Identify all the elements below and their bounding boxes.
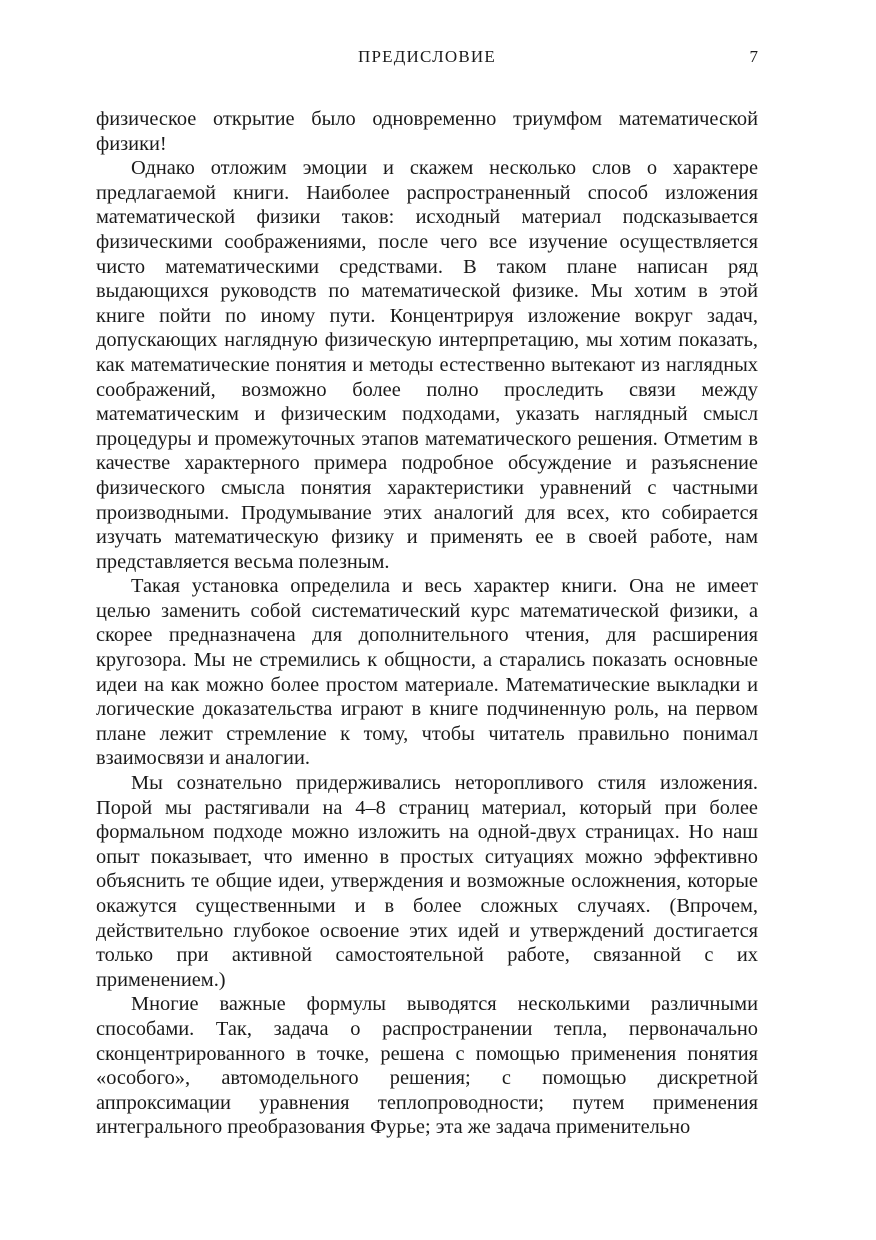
body-text bbox=[96, 107, 758, 1140]
page-header bbox=[96, 44, 758, 72]
paragraph: Такая установка определила и весь характер книги. Она не имеет целью заменить собой систематический курс математической физики, а скорее предназначена для дополнительного чтения, для расширения кругозора. Мы не стремились к общности, а старались показать основные идеи на как можно более простом материале. Математические выкладки и логические доказательства играют в книге подчиненную роль, на первом плане лежит стремление к тому, чтобы читатель правильно понимал взаимосвязи и аналогии. bbox=[96, 575, 758, 770]
paragraph: Многие важные формулы выводятся несколькими различными способами. Так, задача о распространении тепла, первоначально сконцентрированного в точке, решена с помощью применения понятия «особого», автомодельного решения; с помощью дискретной аппроксимации уравнения теплопроводности; путем применения интегрального преобразования Фурье; эта же задача применительно bbox=[96, 993, 758, 1139]
page-number: 7 bbox=[749, 47, 758, 66]
paragraph: Мы сознательно придерживались неторопливого стиля изложения. Порой мы растягивали на 4–8 страниц материал, который при более формальном подходе можно изложить на одной-двух страницах. Но наш опыт показывает, что именно в простых ситуациях можно эффективно объяснить те общие идеи, утверждения и возможные осложнения, которые окажутся существенными и в более сложных случаях. (Впрочем, действительно глубокое освоение этих идей и утверждений достигается только при активной самостоятельной работе, связанной с их применением.) bbox=[96, 772, 758, 991]
paragraph-continuation: физическое открытие было одновременно триумфом математической физики! bbox=[96, 108, 758, 155]
running-head: ПРЕДИСЛОВИЕ bbox=[358, 47, 496, 66]
paragraph: Однако отложим эмоции и скажем несколько слов о характере предлагаемой книги. Наиболее распространенный способ изложения математической физики таков: исходный материал подсказывается физическими соображениями, после чего все изучение осуществляется чисто математическими средствами. В таком плане написан ряд выдающихся руководств по математической физике. Мы хотим в этой книге пойти по иному пути. Концентрируя изложение вокруг задач, допускающих наглядную физическую интерпретацию, мы хотим показать, как математические понятия и методы естественно вытекают из наглядных соображений, возможно более полно проследить связи между математическим и физическим подходами, указать наглядный смысл процедуры и промежуточных этапов математического решения. Отметим в качестве характерного примера подробное обсуждение и разъяснение физического смысла понятия характеристики уравнений с частными производными. Продумывание этих аналогий для всех, кто собирается изучать математическую физику и применять ее в своей работе, нам представляется весьма полезным. bbox=[96, 157, 758, 573]
